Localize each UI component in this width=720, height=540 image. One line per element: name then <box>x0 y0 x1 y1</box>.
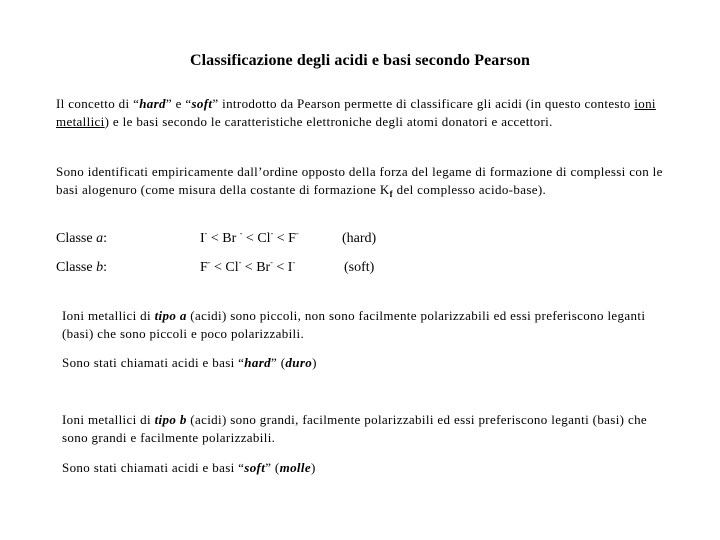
paragraph-type-a: Ioni metallici di tipo a (acidi) sono piccoli, non sono facilmente polarizzabili ed essi preferiscono leganti (basi) che sono piccoli e poco polarizzabili. <box>62 308 646 341</box>
class-b-kind: (soft) <box>344 260 375 275</box>
paragraph-hard-name: Sono stati chiamati acidi e basi “hard” (duro) <box>62 355 317 370</box>
slide-title: Classificazione degli acidi e basi secondo Pearson <box>189 52 531 69</box>
class-a-kind: (hard) <box>342 231 377 246</box>
ion: F <box>288 231 296 246</box>
underlined-term: ioni metallici <box>56 96 656 129</box>
ion: Br <box>256 260 271 275</box>
class-a-series: I- < Br - < Cl- < F- <box>200 229 299 246</box>
soft-term: soft <box>191 96 213 111</box>
paragraph-intro: Il concetto di “hard” e “soft” introdotto da Pearson permette di classificare gli acidi (in questo contesto ioni metallici) e le basi secondo le caratteristiche elettroniche degli atomi donatori e accettori. <box>56 96 656 129</box>
hard-term: hard <box>139 96 166 111</box>
paragraph-soft-name: Sono stati chiamati acidi e basi “soft” (molle) <box>62 460 316 475</box>
ion: Cl <box>257 231 271 246</box>
class-b-series: F- < Cl- < Br- < I- <box>200 258 296 275</box>
paragraph-identification: Sono identificati empiricamente dall’ordine opposto della forza del legame di formazione di complessi con le basi alogenuro (come misura della costante di formazione $K_f$ del complesso acido-base). <box>56 164 663 199</box>
paragraph-type-b: Ioni metallici di tipo b (acidi) sono grandi, facilmente polarizzabili ed essi preferiscono leganti (basi) che sono grandi e facilmente polarizzabili. <box>62 412 648 445</box>
ion: F <box>200 260 208 275</box>
subscript-f: f <box>389 189 393 199</box>
ion: I <box>287 260 293 275</box>
class-a-label: Classe a: <box>56 231 107 246</box>
ion: I <box>200 231 205 246</box>
class-b-label: Classe b: <box>56 260 107 275</box>
ion: Br <box>222 231 237 246</box>
ion: Cl <box>225 260 239 275</box>
